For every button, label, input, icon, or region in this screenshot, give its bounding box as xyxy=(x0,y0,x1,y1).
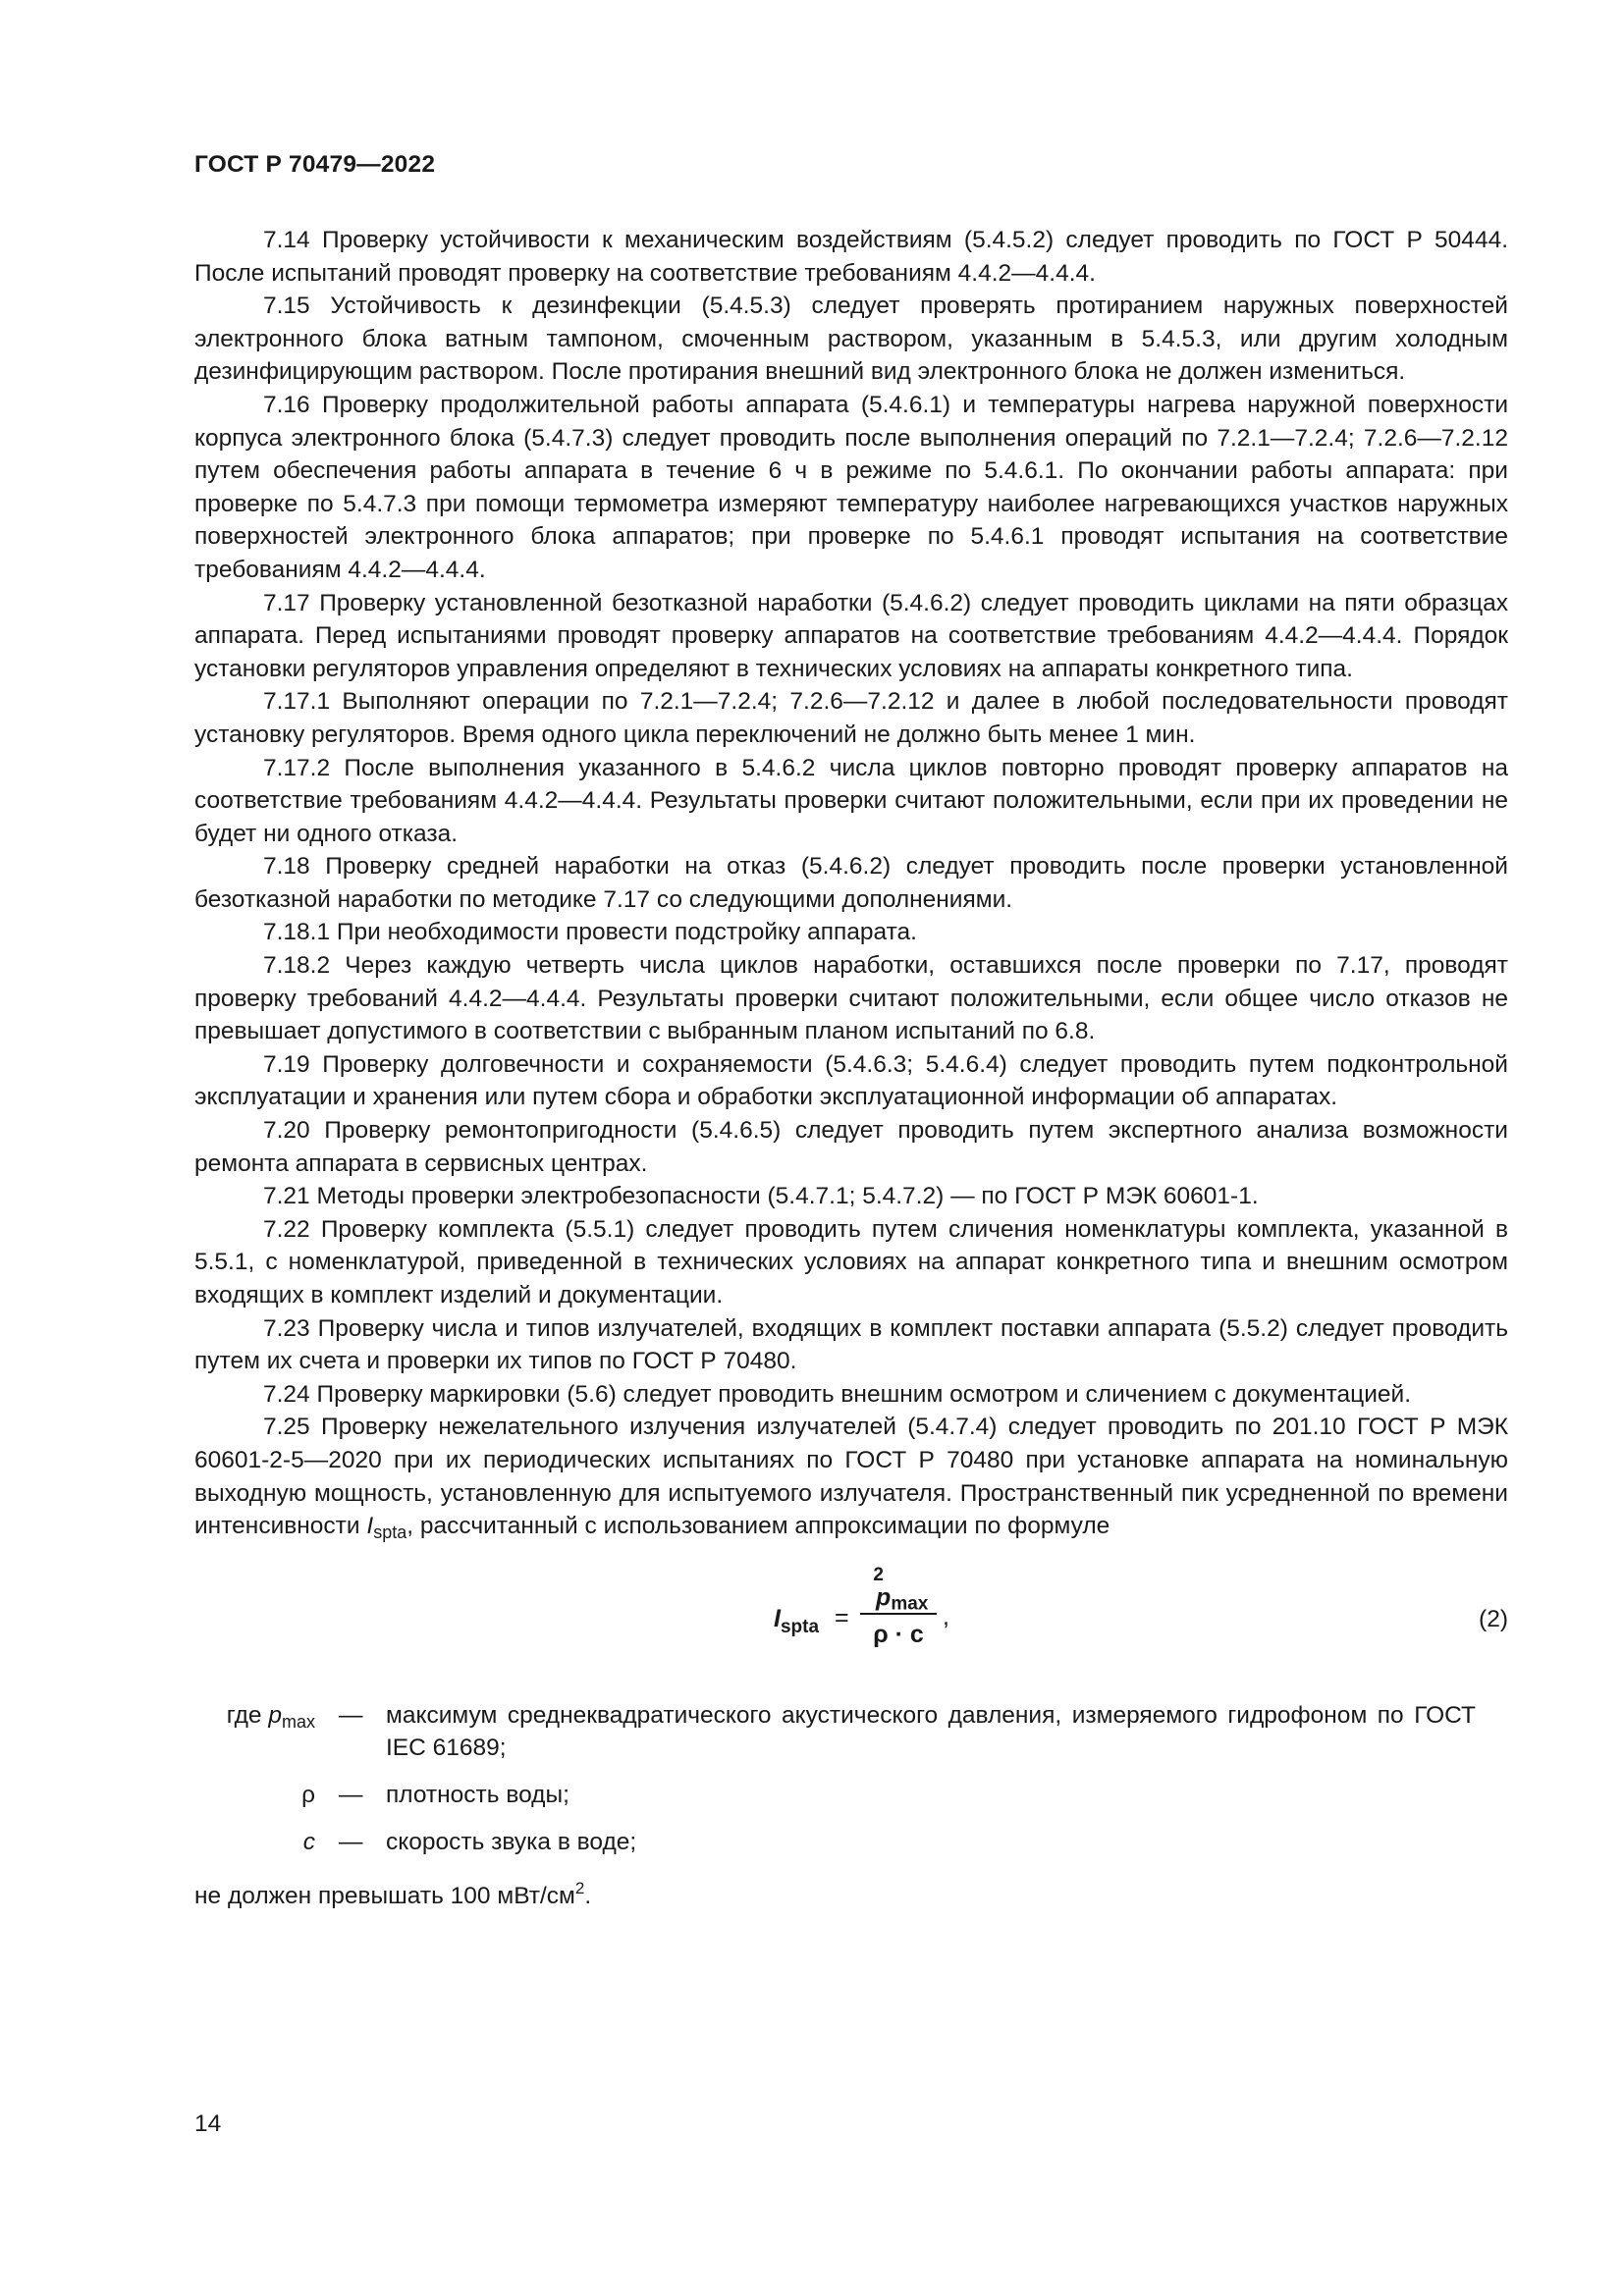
formula-equals: = xyxy=(835,1603,849,1631)
legend-symbol xyxy=(301,1779,315,1812)
paragraph-7-23: 7.23 Проверку числа и типов излучателей, входящих в комплект поставки аппарата (5.5.2) следует проводить путем их счета и проверки их типов по ГОСТ Р 70480. xyxy=(194,1314,1508,1375)
paragraph-7-17-1: 7.17.1 Выполняют операции по 7.2.1—7.2.4; 7.2.6—7.2.12 и далее в любой последовательности проводят установку регуляторов. Время одного цикла переключений не должно быть менее 1 мин. xyxy=(194,688,1508,748)
paragraph-7-19: 7.19 Проверку долговечности и сохраняемости (5.4.6.3; 5.4.6.4) следует проводить путем подконтрольной эксплуатации и хранения или путем сбора и обработки эксплуатационной информации об аппаратах. xyxy=(194,1050,1508,1111)
paragraph-7-22: 7.22 Проверку комплекта (5.5.1) следует проводить путем сличения номенклатуры комплекта, указанной в 5.5.1, с номенклатурой, приведенной в технических условиях на аппарат конкретного типа и внешним осмотром входящих в комплект изделий и документации. xyxy=(194,1215,1508,1308)
legend-row-rho xyxy=(194,1779,1508,1812)
document-header: ГОСТ Р 70479—2022 xyxy=(194,151,436,178)
paragraph-7-21: 7.21 Методы проверки электробезопасности (5.4.7.1; 5.4.7.2) — по ГОСТ Р МЭК 60601-1. xyxy=(263,1183,1259,1210)
paragraph-7-25 xyxy=(194,1411,1508,1549)
paragraph-7-24: 7.24 Проверку маркировки (5.6) следует проводить внешним осмотром и сличением с документацией. xyxy=(263,1380,1412,1408)
legend-symbol xyxy=(227,1699,315,1739)
intensity-symbol: I xyxy=(366,1513,374,1540)
formula-lhs xyxy=(774,1603,819,1644)
intensity-symbol-sub: spta xyxy=(373,1522,407,1543)
legend-symbol-char: p xyxy=(268,1701,282,1729)
paragraph-7-17-2: 7.17.2 После выполнения указанного в 5.4.6.2 числа циклов повторно проводят проверку аппаратов на соответствие требованиям 4.4.2—4.4.4. Результаты проверки считают положительными, если при их проведении не будет ни одного отказа. xyxy=(194,754,1508,847)
paragraph-7-17: 7.17 Проверку установленной безотказной наработки (5.4.6.2) следует проводить циклами на пяти образцах аппарата. Перед испытаниями проводят проверку аппаратов на соответствие требованиям 4.4.2—4.4.4. Порядок установки регуляторов управления определяют в технических условиях на аппараты конкретного типа. xyxy=(194,589,1508,682)
formula-num-sub: max xyxy=(891,1593,929,1615)
formula-denominator: ρ · c xyxy=(873,1620,924,1648)
legend-definition: плотность воды; xyxy=(386,1781,569,1808)
paragraph-7-18-2: 7.18.2 Через каждую четверть числа циклов наработки, оставшихся после проверки по 7.17, проводят проверку требований 4.4.2—4.4.4. Результаты проверки считают положительными, если общее число отказов не превышает допустимого в соответствии с выбранным планом испытаний по 6.8. xyxy=(194,952,1508,1045)
formula-expression xyxy=(774,1564,990,1660)
symbol-legend xyxy=(194,1699,1508,1858)
paragraph-7-18: 7.18 Проверку средней наработки на отказ (5.4.6.2) следует проводить после проверки установленной безотказной наработки по методике 7.17 со следующими дополнениями. xyxy=(194,853,1508,913)
document-body xyxy=(194,224,1508,1913)
formula-2 xyxy=(194,1564,1508,1660)
legend-symbol xyxy=(303,1826,315,1859)
legend-definition: скорость звука в воде; xyxy=(386,1828,637,1855)
page-number: 14 xyxy=(194,2110,222,2137)
formula-fraction xyxy=(858,1564,939,1654)
legend-row-c xyxy=(194,1826,1508,1859)
legend-symbol-char: c xyxy=(302,1828,315,1855)
limit-text: не должен превышать 100 мВт/см xyxy=(194,1883,575,1910)
legend-row-pmax xyxy=(194,1699,1508,1765)
document-page xyxy=(194,0,1508,2296)
formula-lhs-symbol: I xyxy=(774,1604,781,1632)
limit-unit-sup: 2 xyxy=(574,1879,585,1898)
formula-num-sup: 2 xyxy=(873,1564,884,1585)
formula-comma: , xyxy=(943,1602,949,1630)
paragraph-7-20: 7.20 Проверку ремонтопригодности (5.4.6.5) следует проводить путем экспертного анализа возможности ремонта аппарата в сервисных центрах. xyxy=(194,1117,1508,1177)
paragraph-7-15: 7.15 Устойчивость к дезинфекции (5.4.5.3) следует проверять протиранием наружных поверхностей электронного блока ватным тампоном, смоченным раствором, указанным в 5.4.5.3, или другим холодным дезинфицирующим раствором. После протирания внешний вид электронного блока не должен измениться. xyxy=(194,293,1508,386)
legend-dash: — xyxy=(339,1828,363,1855)
formula-num-symbol: p xyxy=(876,1583,892,1612)
paragraph-7-25-text-a: 7.25 Проверку нежелательного излучения излучателей (5.4.7.4) следует проводить по 201.10 ГОСТ Р МЭК 60601-2-5—2020 при их периодических испытаниях по ГОСТ Р 70480 при установке аппарата на номинальную выходную мощность, установленную для испытуемого излучателя. Пространственный пик усредненной по времени интенсивности xyxy=(194,1414,1508,1540)
paragraph-7-25-text-b: , рассчитанный с использованием аппроксимации по формуле xyxy=(406,1513,1110,1540)
legend-definition: максимум среднеквадратического акустического давления, измеряемого гидрофоном по ГОСТ IEC 61689; xyxy=(386,1701,1476,1762)
paragraph-7-18-1: 7.18.1 При необходимости провести подстройку аппарата. xyxy=(263,919,917,946)
paragraph-7-14: 7.14 Проверку устойчивости к механическим воздействиям (5.4.5.2) следует проводить по ГОСТ Р 50444. После испытаний проводят проверку на соответствие требованиям 4.4.2—4.4.4. xyxy=(194,227,1508,287)
legend-symbol-char: ρ xyxy=(301,1781,315,1808)
formula-number: (2) xyxy=(1479,1605,1508,1632)
formula-numerator xyxy=(858,1564,939,1615)
legend-symbol-sub: max xyxy=(281,1711,315,1732)
limit-end: . xyxy=(584,1883,592,1910)
paragraph-7-16: 7.16 Проверку продолжительной работы аппарата (5.4.6.1) и температуры нагрева наружной поверхности корпуса электронного блока (5.4.7.3) следует проводить после выполнения операций по 7.2.1—7.2.4; 7.2.6—7.2.12 путем обеспечения работы аппарата в течение 6 ч в режиме по 5.4.6.1. По окончании работы аппарата: при проверке по 5.4.7.3 при помощи термометра измеряют температуру наиболее нагревающихся участков наружных поверхностей электронного блока аппаратов; при проверке по 5.4.6.1 проводят испытания на соответствие требованиям 4.4.2—4.4.4. xyxy=(194,391,1508,583)
limit-statement xyxy=(194,1880,1508,1913)
legend-prefix: где xyxy=(226,1701,269,1729)
formula-lhs-sub: spta xyxy=(780,1616,820,1637)
legend-dash: — xyxy=(339,1701,363,1729)
legend-dash: — xyxy=(339,1781,363,1808)
